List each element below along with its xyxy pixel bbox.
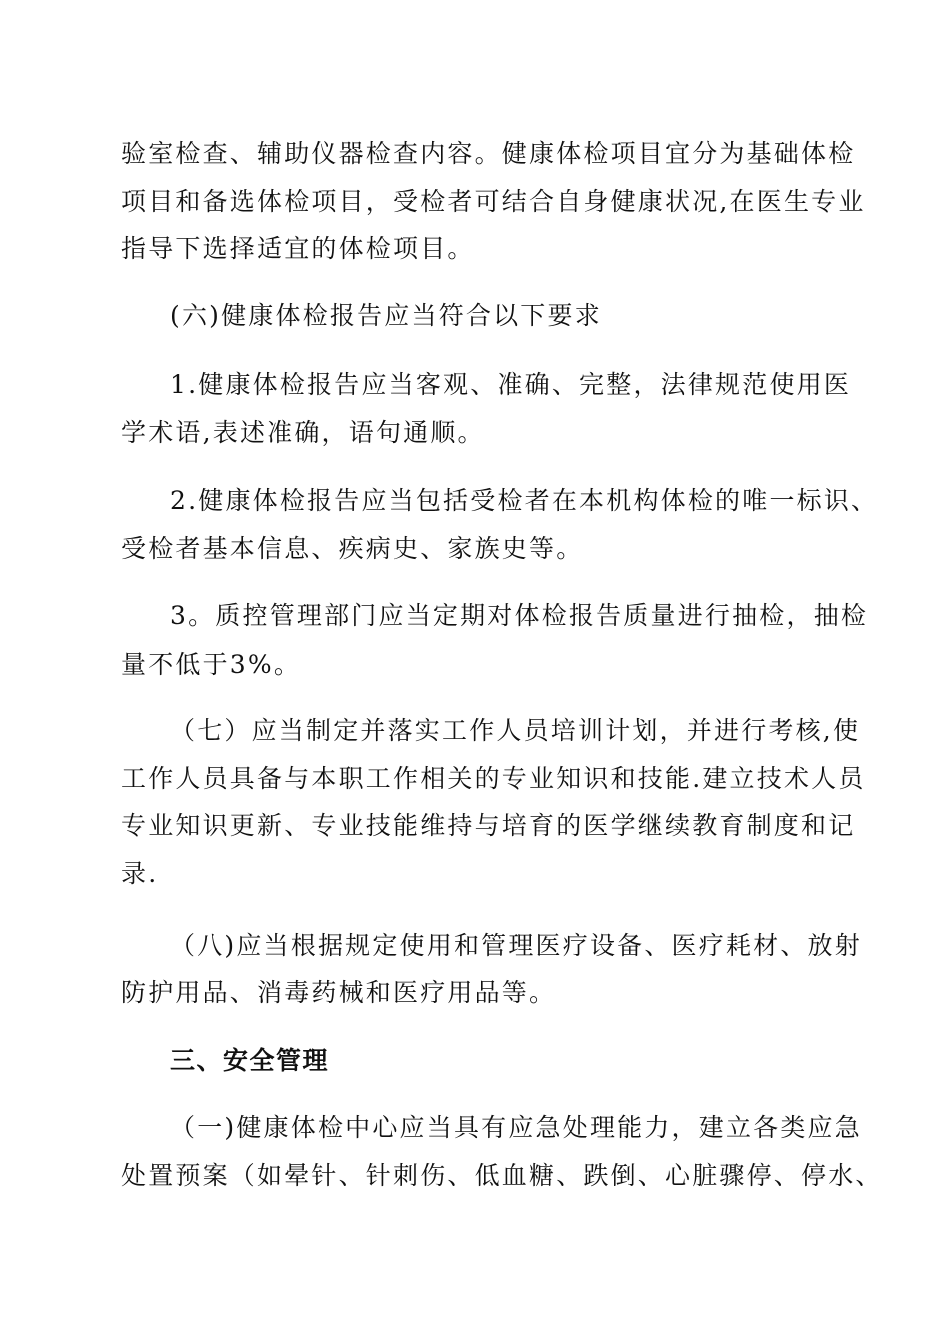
paragraph-line: 项目和备选体检项目，受检者可结合自身健康状况,在医生专业: [121, 187, 866, 216]
paragraph-line: 处置预案（如晕针、针刺伤、低血糖、跌倒、心脏骤停、停水、: [121, 1161, 883, 1190]
paragraph-line: 工作人员具备与本职工作相关的专业知识和技能.建立技术人员: [121, 764, 866, 793]
list-item-3: 3。质控管理部门应当定期对体检报告质量进行抽检，抽检: [170, 601, 869, 630]
paragraph-line: 防护用品、消毒药械和医疗用品等。: [121, 978, 557, 1007]
list-item-2: 2.健康体检报告应当包括受检者在本机构体检的唯一标识、: [170, 486, 879, 515]
section-heading-7: （七）应当制定并落实工作人员培训计划，并进行考核,使: [170, 716, 861, 745]
paragraph-line: 专业知识更新、专业技能维持与培育的医学继续教育制度和记: [121, 811, 856, 840]
paragraph-line: 录.: [121, 859, 159, 888]
paragraph-line: 指导下选择适宜的体检项目。: [121, 234, 475, 263]
section-heading-6: (六)健康体检报告应当符合以下要求: [170, 301, 602, 330]
paragraph-line: 量不低于3%。: [121, 650, 302, 679]
paragraph-line: 受检者基本信息、疾病史、家族史等。: [121, 534, 584, 563]
chapter-heading-safety: 三、安全管理: [170, 1046, 330, 1075]
paragraph-line: 学术语,表述准确，语句通顺。: [121, 418, 485, 447]
list-item-1: 1.健康体检报告应当客观、准确、完整，法律规范使用医: [170, 370, 852, 399]
section-heading-8: （八)应当根据规定使用和管理医疗设备、医疗耗材、放射: [170, 931, 862, 960]
paragraph-line: 验室检查、辅助仪器检查内容。健康体检项目宜分为基础体检: [121, 139, 856, 168]
section-heading-1: （一)健康体检中心应当具有应急处理能力，建立各类应急: [170, 1113, 862, 1142]
